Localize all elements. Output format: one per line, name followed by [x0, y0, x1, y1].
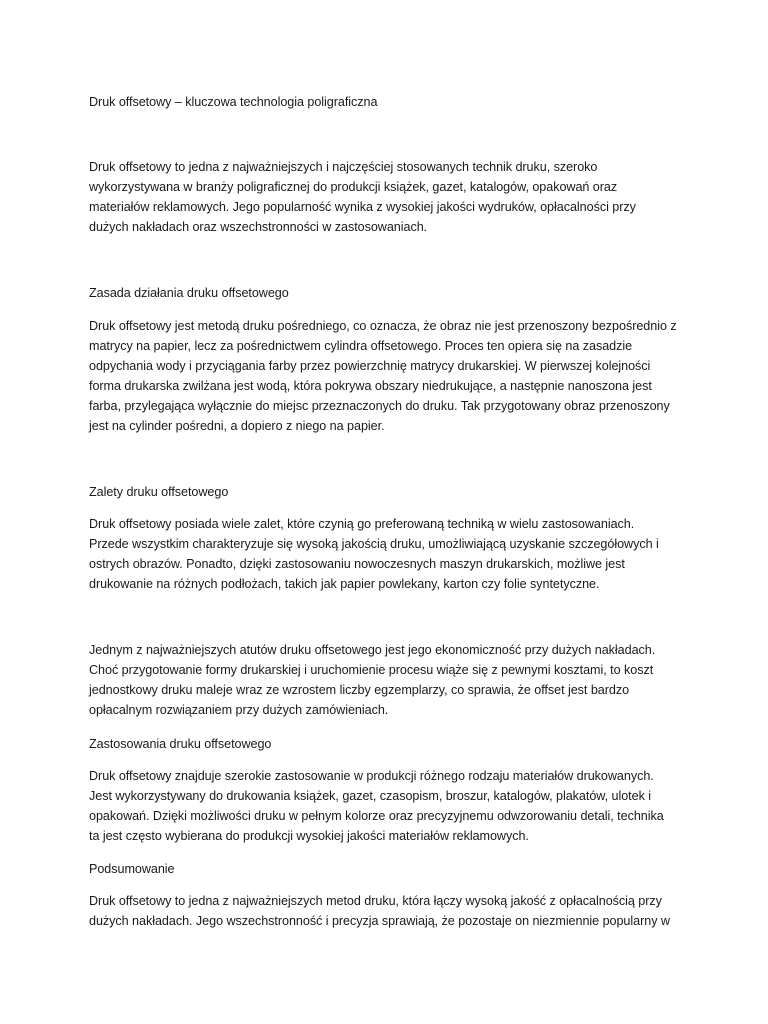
document-title: Druk offsetowy – kluczowa technologia poligraficzna	[89, 95, 378, 109]
section-heading-applications: Zastosowania druku offsetowego	[89, 737, 272, 751]
section-body-economy: Jednym z najważniejszych atutów druku offsetowego jest jego ekonomiczność przy dużych nakładach. Choć przygotowanie formy drukarskiej i uruchomienie procesu wiąże się z pewnymi kosztami, to koszt jednostkowy druku maleje wraz ze wzrostem liczby egzemplarzy, co sprawia, że offset jest bardzo opłacalnym rozwiązaniem przy dużych zamówieniach.	[89, 643, 656, 717]
section-body-applications: Druk offsetowy znajduje szerokie zastosowanie w produkcji różnego rodzaju materiałów drukowanych. Jest wykorzystywany do drukowania książek, gazet, czasopism, broszur, katalogów, plakatów, ulotek i opakowań. Dzięki możliwości druku w pełnym kolorze oraz precyzyjnemu odwzorowaniu detali, technika ta jest często wybierana do produkcji wysokiej jakości materiałów reklamowych.	[89, 769, 664, 843]
section-body-principle: Druk offsetowy jest metodą druku pośredniego, co oznacza, że obraz nie jest przenoszony bezpośrednio z matrycy na papier, lecz za pośrednictwem cylindra offsetowego. Proces ten opiera się na zasadzie odpychania wody i przyciągania farby przez powierzchnię matrycy drukarskiej. W pierwszej kolejności forma drukarska zwilżana jest wodą, która pokrywa obszary niedrukujące, a następnie nanoszona jest farba, przylegająca wyłącznie do miejsc przeznaczonych do druku. Tak przygotowany obraz przenoszony jest na cylinder pośredni, a dopiero z niego na papier.	[89, 319, 677, 433]
intro-paragraph: Druk offsetowy to jedna z najważniejszych i najczęściej stosowanych technik druku, szeroko wykorzystywana w branży poligraficznej do produkcji książek, gazet, katalogów, opakowań oraz materiałów reklamowych. Jego popularność wynika z wysokiej jakości wydruków, opłacalności przy dużych nakładach oraz wszechstronności w zastosowaniach.	[89, 160, 636, 234]
section-body-advantages: Druk offsetowy posiada wiele zalet, które czynią go preferowaną techniką w wielu zastosowaniach. Przede wszystkim charakteryzuje się wysoką jakością druku, umożliwiającą uzyskanie szczegółowych i ostrych obrazów. Ponadto, dzięki zastosowaniu nowoczesnych maszyn drukarskich, możliwe jest drukowanie na różnych podłożach, takich jak papier powlekany, karton czy folie syntetyczne.	[89, 517, 659, 591]
section-heading-principle: Zasada działania druku offsetowego	[89, 286, 289, 300]
section-heading-summary: Podsumowanie	[89, 862, 175, 876]
section-heading-advantages: Zalety druku offsetowego	[89, 485, 229, 499]
section-body-summary: Druk offsetowy to jedna z najważniejszych metod druku, która łączy wysoką jakość z opłacalnością przy dużych nakładach. Jego wszechstronność i precyzja sprawiają, że pozostaje on niezmiennie popularny w	[89, 894, 670, 928]
